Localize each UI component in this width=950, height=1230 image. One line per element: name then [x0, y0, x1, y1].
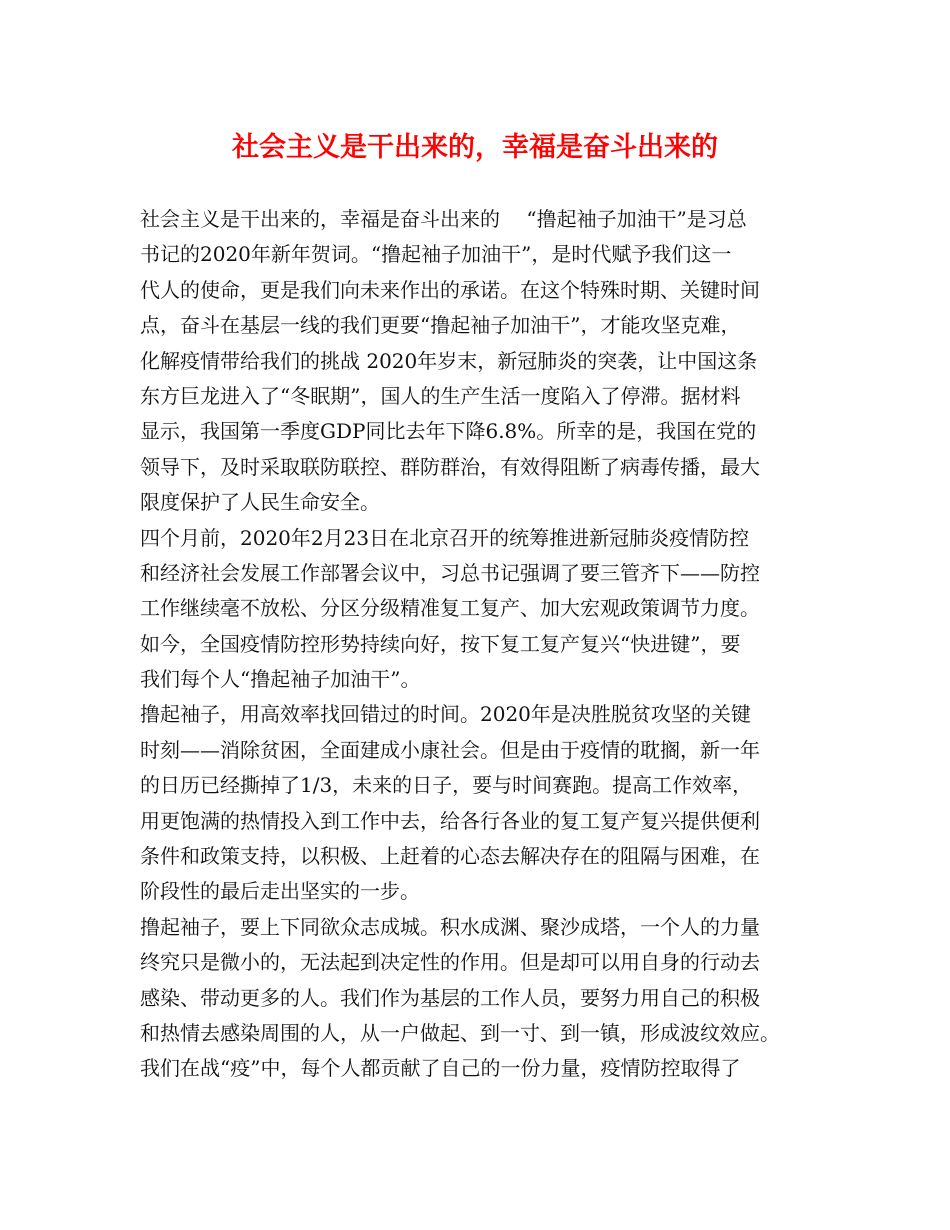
body-text-line: 撸起袖子，要上下同欲众志成城。积水成渊、聚沙成塔，一个人的力量	[140, 914, 760, 939]
body-text-line: 工作继续毫不放松、分区分级精准复工复产、加大宏观政策调节力度。	[140, 596, 760, 621]
body-text-line: 条件和政策支持，以积极、上赶着的心态去解决存在的阻隔与困难，在	[140, 844, 760, 869]
document-body	[140, 202, 830, 1087]
body-text-line: 四个月前，2020年2月23日在北京召开的统筹推进新冠肺炎疫情防控	[140, 525, 750, 550]
body-text-line: 撸起袖子，用高效率找回错过的时间。2020年是决胜脱贫攻坚的关键	[140, 702, 751, 727]
body-text-line: 终究只是微小的，无法起到决定性的作用。但是却可以用自身的行动去	[140, 950, 760, 975]
body-text-line: 和热情去感染周围的人，从一户做起、到一寸、到一镇，形成波纹效应。	[140, 1020, 780, 1045]
body-text-line: 时刻——消除贫困，全面建成小康社会。但是由于疫情的耽搁，新一年	[140, 737, 760, 762]
body-text-line: 我们在战“疫”中，每个人都贡献了自己的一份力量，疫情防控取得了	[140, 1056, 741, 1081]
body-text-line: 社会主义是干出来的，幸福是奋斗出来的 “撸起袖子加油干”是习总	[140, 207, 747, 231]
body-text-line: 和经济社会发展工作部署会议中，习总书记强调了要三管齐下——防控	[140, 560, 760, 585]
body-text-line: 显示，我国第一季度GDP同比去年下降6.8%。所幸的是，我国在党的	[140, 419, 757, 444]
body-text-line: 领导下，及时采取联防联控、群防群治，有效得阻断了病毒传播，最大	[140, 454, 760, 479]
document-title: 社会主义是干出来的，幸福是奋斗出来的	[232, 132, 718, 163]
body-text-line: 点，奋斗在基层一线的我们更要“撸起袖子加油干”，才能攻坚克难，	[140, 313, 741, 338]
body-text-line: 代人的使命，更是我们向未来作出的承诺。在这个特殊时期、关键时间	[140, 277, 760, 302]
body-text-line: 东方巨龙进入了“冬眠期”，国人的生产生活一度陷入了停滞。据材料	[140, 383, 741, 408]
body-text-line: 感染、带动更多的人。我们作为基层的工作人员，要努力用自己的积极	[140, 985, 760, 1010]
body-text-line: 如今，全国疫情防控形势持续向好，按下复工复产复兴“快进键”，要	[140, 631, 741, 656]
body-text-line: 化解疫情带给我们的挑战 2020年岁末，新冠肺炎的突袭，让中国这条	[140, 348, 758, 373]
body-text-line: 限度保护了人民生命安全。	[140, 490, 380, 515]
body-text-line: 阶段性的最后走出坚实的一步。	[140, 879, 420, 904]
body-text-line: 我们每个人“撸起袖子加油干”。	[140, 667, 421, 692]
body-text-line: 书记的2020年新年贺词。“撸起袖子加油干”，是时代赋予我们这一	[140, 242, 732, 267]
body-text-line: 用更饱满的热情投入到工作中去，给各行各业的复工复产复兴提供便利	[140, 808, 760, 833]
body-text-line: 的日历已经撕掉了1/3，未来的日子，要与时间赛跑。提高工作效率，	[140, 773, 753, 798]
